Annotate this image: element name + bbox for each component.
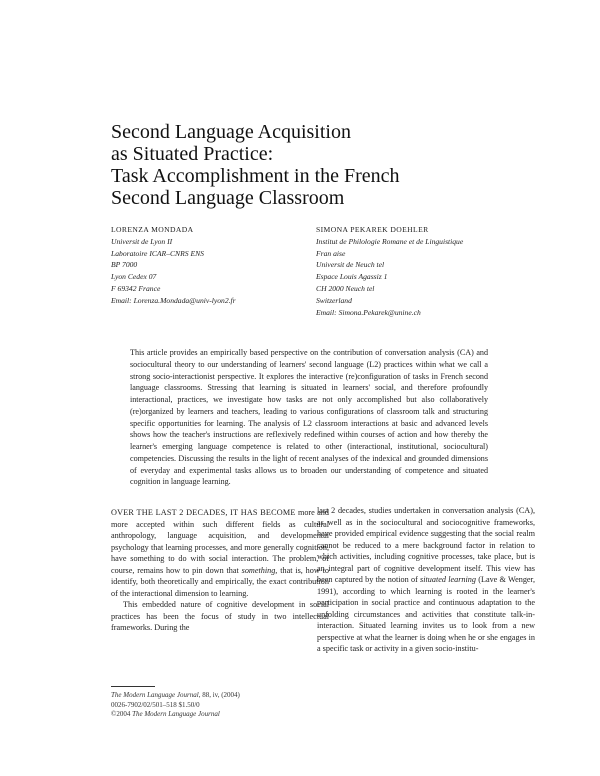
body-text: that is, how to identify, both theoretically and empirically, the exact contribution of the interactional dimension to learning. (111, 565, 329, 598)
footnote-issn: 0026-7902/02/501–518 $1.50/0 (111, 700, 200, 709)
author-name: LORENZA MONDADA (111, 225, 194, 234)
body-emphasis: something, (241, 565, 278, 575)
affiliation-line: Fran aise (316, 248, 346, 258)
author-email[interactable]: Email: Lorenza.Mondada@univ-lyon2.fr (111, 295, 236, 305)
author-email[interactable]: Email: Simona.Pekarek@unine.ch (316, 307, 421, 317)
affiliation-line: BP 7000 (111, 260, 138, 270)
body-column-right (317, 505, 535, 655)
affiliation-line: Institut de Philologie Romane et de Linguistique (316, 236, 464, 246)
body-emphasis: situated learning (420, 575, 476, 584)
body-text: last 2 decades, studies undertaken in conversation analysis (CA), as well as in the sociocultural and sociocognitive frameworks, have provided empirical evidence suggesting that the social realm cannot be reduced to a mere background factor in relation to which activities, including cognitive processes, take place, but is an integral part of cognitive development itself. This view has been captured by the notion of (317, 506, 535, 584)
journal-name: The Modern Language Journal (132, 710, 220, 719)
article-title (111, 121, 531, 209)
affiliation-line: Universit de Lyon II (111, 236, 173, 246)
issue-info: 88, iv, (2004) (200, 691, 240, 699)
journal-footnote (111, 691, 311, 720)
affiliation-line: Switzerland (316, 295, 352, 305)
affiliation-line: Universit de Neuch tel (316, 260, 385, 270)
affiliation-line: CH 2000 Neuch tel (316, 283, 375, 293)
affiliation-line: Laboratoire ICAR–CNRS ENS (111, 248, 204, 258)
body-paragraph (111, 507, 329, 599)
author-name: SIMONA PEKAREK DOEHLER (316, 225, 429, 234)
affiliation-line: F 69342 France (111, 283, 161, 293)
footnote-rule (111, 686, 155, 687)
title-line: as Situated Practice: (111, 143, 274, 165)
journal-name: The Modern Language Journal, (111, 691, 201, 699)
body-paragraph: This embedded nature of cognitive development in social practices has been the focus of study in two intellectual frameworks. During the (111, 600, 329, 632)
body-column-left (111, 507, 329, 634)
affiliation-line: Espace Louis Agassiz 1 (316, 272, 388, 282)
body-text: (Lave & Wenger, 1991), according to which learning is rooted in the learner's participation in social practice and continuous adaptation to the unfolding circumstances and activities that constitute talk-in-interaction. Situated learning invites us to look from a new perspective at what the learner is doing when he or she engages in a specific task or activity in a given socio-institu- (317, 575, 535, 653)
footnote-copyright (111, 710, 311, 720)
title-line: Task Accomplishment in the French (111, 165, 400, 187)
opening-small-caps: OVER THE LAST 2 DECADES, IT HAS BECOME (111, 508, 296, 517)
author-block-pekarek (316, 224, 516, 318)
body-text: more and more accepted within such different fields as cultural anthropology, language acquisition, and developmental psychology that learning processes, and more generally cognition, have something to do with social interaction. The problem, of course, remains how to pin down that (111, 508, 329, 575)
title-line: Second Language Acquisition (111, 121, 351, 143)
copyright-prefix: ©2004 (111, 710, 133, 719)
body-paragraph (317, 505, 535, 655)
affiliation-line: Lyon Cedex 07 (111, 272, 157, 282)
footnote-citation (111, 691, 311, 701)
author-block-mondada (111, 224, 301, 307)
abstract: This article provides an empirically based perspective on the contribution of conversation analysis (CA) and sociocultural theory to our understanding of learners' second language (L2) practices within what we call a strong socio-interactionist perspective. It explores the interactive (re)configuration of tasks in French second language classrooms. Stressing that learning is situated in learners' social, and therefore profoundly interactional, practices, we investigate how tasks are not only accomplished but also collaboratively (re)organized by learners and teachers, leading to various configurations of classroom talk and structuring specific opportunities for learning. The analysis of L2 classroom interactions at basic and advanced levels shows how the teacher's instructions are reflexively redefined within courses of action and how thereby the learner's emerging language competence is related to other (interactional, institutional, sociocultural) competencies. Discussing the results in the light of recent analyses of the indexical and grounded dimensions of everyday and experimental tasks allows us to broaden our understanding of competence and situated cognition in language learning. (130, 348, 488, 487)
title-line: Second Language Classroom (111, 187, 345, 209)
